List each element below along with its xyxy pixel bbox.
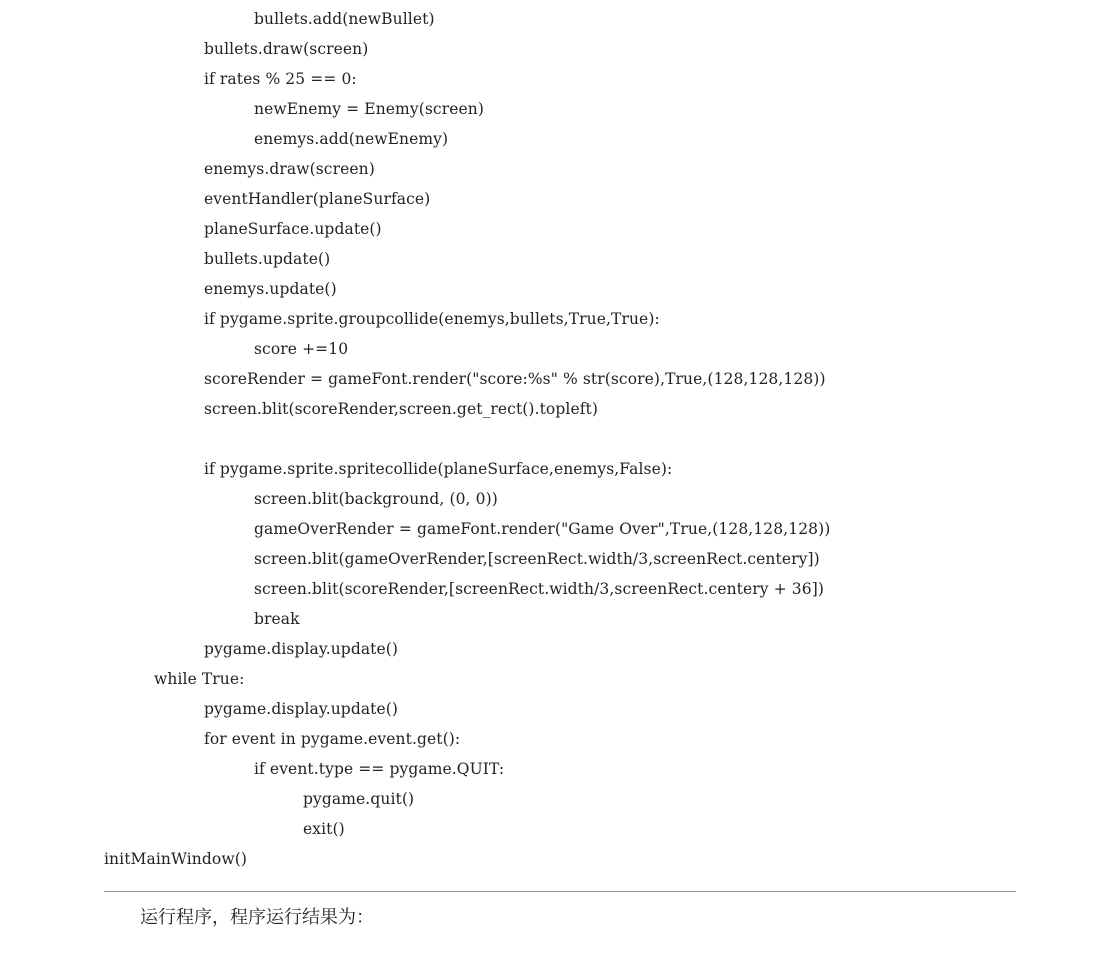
code-line-text: pygame.quit() (303, 790, 415, 808)
code-line (0, 724, 1105, 754)
code-line (0, 544, 1105, 574)
code-line (0, 274, 1105, 304)
code-line-text: score +=10 (254, 340, 349, 358)
code-line (0, 184, 1105, 214)
code-line-text: if pygame.sprite.spritecollide(planeSurface,enemys,False): (204, 460, 673, 478)
code-line-text: if rates % 25 == 0: (204, 70, 357, 88)
code-line (0, 424, 1105, 454)
code-block (0, 4, 1105, 874)
code-line-text: gameOverRender = gameFont.render("Game Over",True,(128,128,128)) (254, 520, 831, 538)
code-line (0, 664, 1105, 694)
code-line (0, 34, 1105, 64)
code-line-text: bullets.update() (204, 250, 331, 268)
code-line-text: if pygame.sprite.groupcollide(enemys,bullets,True,True): (204, 310, 660, 328)
code-line (0, 514, 1105, 544)
code-line (0, 154, 1105, 184)
code-line (0, 484, 1105, 514)
code-line-text: scoreRender = gameFont.render("score:%s" % str(score),True,(128,128,128)) (204, 370, 826, 388)
code-line (0, 94, 1105, 124)
code-line-text: screen.blit(scoreRender,[screenRect.width/3,screenRect.centery + 36]) (254, 580, 825, 598)
code-line-text: newEnemy = Enemy(screen) (254, 100, 484, 118)
code-line (0, 124, 1105, 154)
code-line-text: bullets.add(newBullet) (254, 10, 435, 28)
code-line (0, 574, 1105, 604)
code-line-text: pygame.display.update() (204, 640, 399, 658)
code-line-text: for event in pygame.event.get(): (204, 730, 461, 748)
code-line (0, 214, 1105, 244)
code-line-text: screen.blit(gameOverRender,[screenRect.width/3,screenRect.centery]) (254, 550, 820, 568)
code-line (0, 604, 1105, 634)
code-line (0, 64, 1105, 94)
code-line-text: bullets.draw(screen) (204, 40, 369, 58)
code-line-text: initMainWindow() (104, 850, 247, 868)
code-line-text: exit() (303, 820, 345, 838)
code-line-text: enemys.draw(screen) (204, 160, 375, 178)
code-line-text: while True: (154, 670, 245, 688)
horizontal-divider (104, 891, 1016, 892)
code-line (0, 844, 1105, 874)
code-line (0, 364, 1105, 394)
code-line (0, 334, 1105, 364)
code-line (0, 304, 1105, 334)
code-line (0, 634, 1105, 664)
code-line-text: pygame.display.update() (204, 700, 399, 718)
code-line-text: enemys.update() (204, 280, 337, 298)
code-line-text: eventHandler(planeSurface) (204, 190, 431, 208)
code-line (0, 454, 1105, 484)
caption-text: 运行程序，程序运行结果为： (140, 907, 374, 928)
code-line-text: screen.blit(scoreRender,screen.get_rect().topleft) (204, 400, 599, 418)
code-line-text: if event.type == pygame.QUIT: (254, 760, 505, 778)
code-line (0, 694, 1105, 724)
code-line (0, 814, 1105, 844)
code-line-text: enemys.add(newEnemy) (254, 130, 449, 148)
code-line (0, 754, 1105, 784)
code-line (0, 244, 1105, 274)
code-line (0, 4, 1105, 34)
code-line-text: planeSurface.update() (204, 220, 382, 238)
code-line-text: screen.blit(background, (0, 0)) (254, 490, 498, 508)
code-line-text: break (254, 610, 300, 628)
code-line (0, 394, 1105, 424)
code-line (0, 784, 1105, 814)
